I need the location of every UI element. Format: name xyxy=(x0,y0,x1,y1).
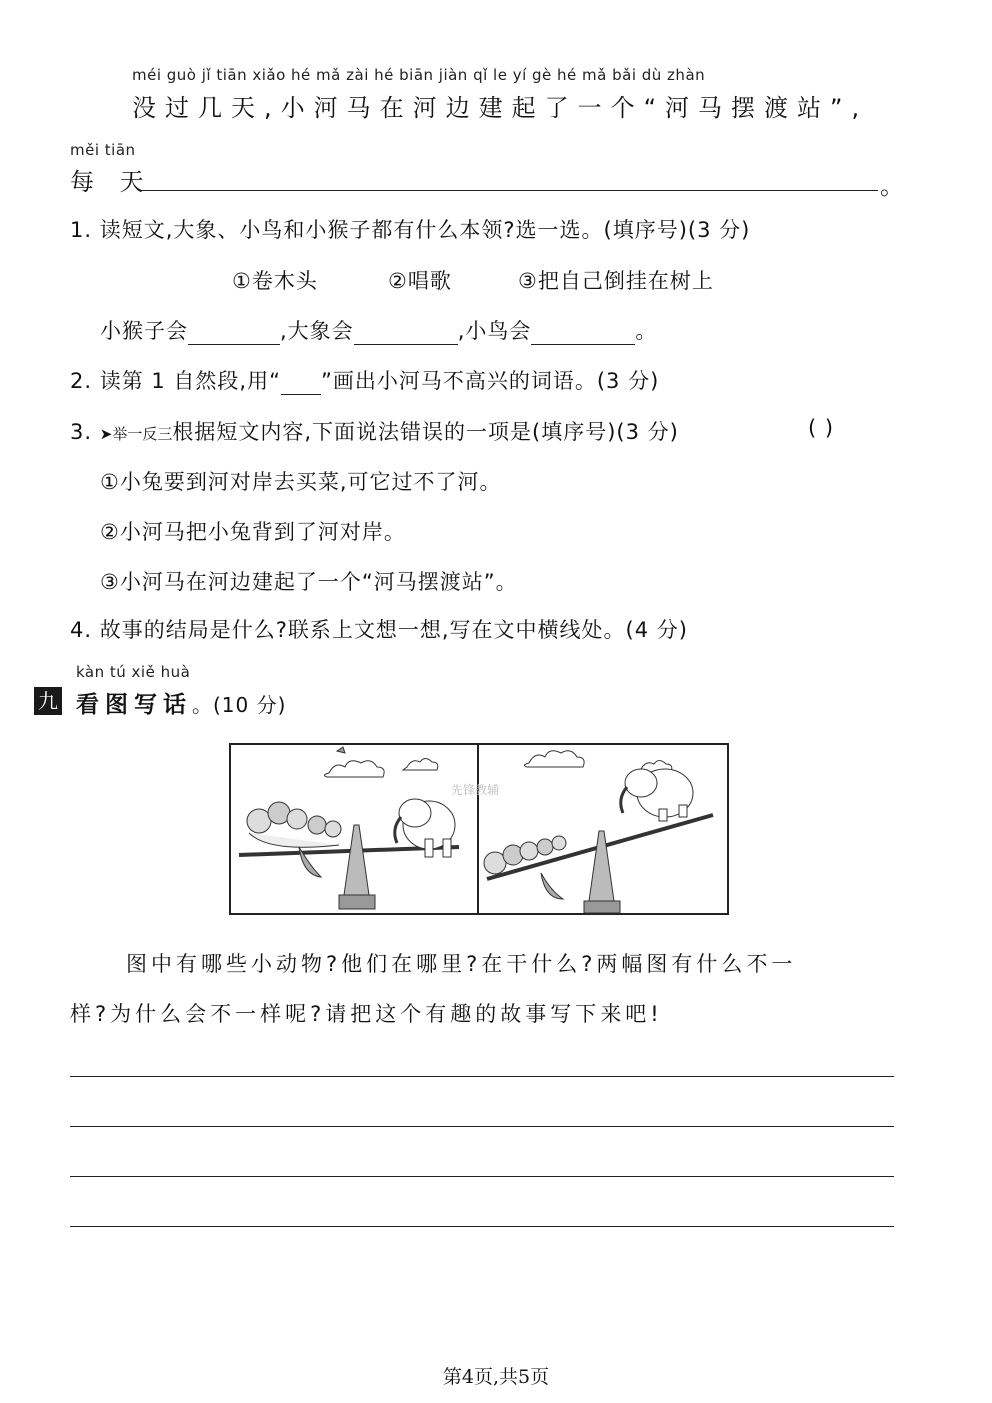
q1-fill-row xyxy=(100,315,657,345)
q1-fill-end: 。 xyxy=(635,319,658,343)
writing-line-3[interactable] xyxy=(70,1176,894,1177)
answer-line-story[interactable] xyxy=(138,190,878,191)
q2-text-a: 2. 读第 1 自然段,用“ xyxy=(70,369,281,393)
pinyin-line-1: méi guò jǐ tiān xiǎo hé mǎ zài hé biān jiàn qǐ le yí gè hé mǎ bǎi dù zhàn xyxy=(132,66,706,84)
q1-fill-label-bird: ,小鸟会 xyxy=(457,319,532,343)
q1-blank-bird[interactable] xyxy=(531,344,635,345)
writing-prompt-line-1: 图中有哪些小动物?他们在哪里?在干什么?两幅图有什么不一 xyxy=(126,952,797,976)
q3-text: 根据短文内容,下面说法错误的一项是(填序号)(3 分) xyxy=(172,420,679,444)
q1-option-1: ①卷木头 xyxy=(232,269,318,293)
writing-prompt-line-2: 样?为什么会不一样呢?请把这个有趣的故事写下来吧! xyxy=(70,1002,663,1026)
q3-tag: ➤举一反三 xyxy=(99,425,173,443)
q3-option-3: ③小河马在河边建起了一个“河马摆渡站”。 xyxy=(100,570,518,594)
question-4: 4. 故事的结局是什么?联系上文想一想,写在文中横线处。(4 分) xyxy=(70,618,688,642)
pinyin-line-2: měi tiān xyxy=(70,141,136,159)
page-footer: 第4页,共5页 xyxy=(442,1366,550,1388)
q3-number: 3. xyxy=(70,420,93,444)
seesaw-illustration-svg xyxy=(229,743,729,915)
writing-line-2[interactable] xyxy=(70,1126,894,1127)
q3-option-2: ②小河马把小兔背到了河对岸。 xyxy=(100,520,406,544)
seesaw-illustration xyxy=(229,743,729,915)
section-9-badge: 九 xyxy=(34,687,62,715)
q1-blank-monkey[interactable] xyxy=(188,344,280,345)
section-9-pinyin: kàn tú xiě huà xyxy=(76,663,191,681)
section-9-title: 看图写话 xyxy=(76,692,192,718)
question-3 xyxy=(70,416,679,446)
question-1: 1. 读短文,大象、小鸟和小猴子都有什么本领?选一选。(填序号)(3 分) xyxy=(70,218,751,242)
story-line-2-start: 每 天 xyxy=(70,168,153,196)
story-line-2-end: 。 xyxy=(880,172,913,200)
story-line-1: 没过几天,小河马在河边建起了一个“河马摆渡站”, xyxy=(132,94,869,122)
q2-underline-sample xyxy=(281,394,321,395)
q1-blank-elephant[interactable] xyxy=(354,344,458,345)
q1-option-2: ②唱歌 xyxy=(388,269,452,293)
question-2 xyxy=(70,365,659,395)
writing-line-1[interactable] xyxy=(70,1076,894,1077)
q1-fill-label-monkey: 小猴子会 xyxy=(100,319,188,343)
q1-fill-label-elephant: ,大象会 xyxy=(280,319,354,343)
q2-text-b: ”画出小河马不高兴的词语。(3 分) xyxy=(320,369,660,393)
q1-option-3: ③把自己倒挂在树上 xyxy=(518,269,714,293)
q3-answer-paren[interactable]: ( ) xyxy=(808,416,835,440)
writing-line-4[interactable] xyxy=(70,1226,894,1227)
section-9-score: 。(10 分) xyxy=(192,693,287,717)
section-9-title-row xyxy=(76,686,286,719)
watermark: 先锋教辅 xyxy=(451,783,500,797)
q3-tag-label: 举一反三 xyxy=(112,425,173,443)
q3-option-1: ①小兔要到河对岸去买菜,可它过不了河。 xyxy=(100,470,502,494)
